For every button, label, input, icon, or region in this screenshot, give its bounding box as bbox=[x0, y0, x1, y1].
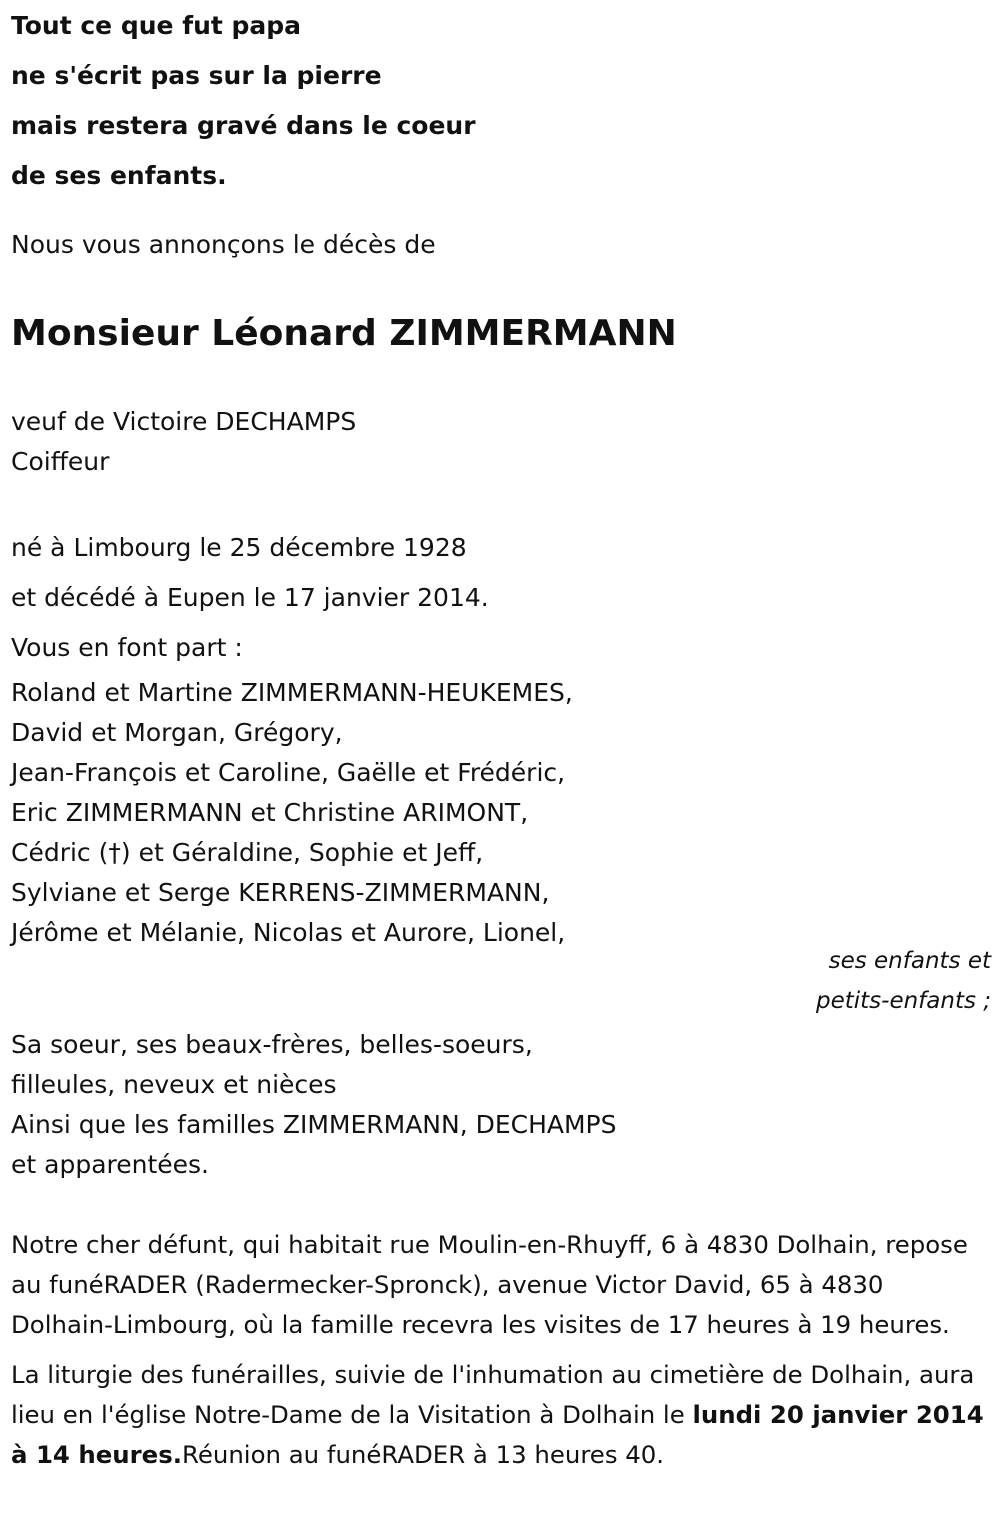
poem-line: mais restera gravé dans le coeur bbox=[11, 111, 476, 140]
poem-line: Tout ce que fut papa bbox=[11, 11, 302, 40]
widower-of: veuf de Victoire DECHAMPS bbox=[11, 407, 357, 436]
signoff-line: petits-enfants ; bbox=[815, 988, 991, 1014]
memorial-poem bbox=[11, 1, 991, 201]
occupation: Coiffeur bbox=[11, 447, 110, 476]
deceased-name: Monsieur Léonard ZIMMERMANN bbox=[11, 313, 677, 354]
relatives-list bbox=[11, 1025, 991, 1185]
intro-line: Vous en font part : bbox=[11, 633, 243, 662]
family-line: David et Morgan, Grégory, bbox=[11, 718, 343, 747]
family-line: Jean-François et Caroline, Gaëlle et Frédéric, bbox=[11, 758, 566, 787]
family-list bbox=[11, 673, 991, 953]
family-line: Roland et Martine ZIMMERMANN-HEUKEMES, bbox=[11, 678, 573, 707]
obituary-notice bbox=[11, 0, 991, 1475]
poem-line: de ses enfants. bbox=[11, 161, 227, 190]
relatives-line: filleules, neveux et nièces bbox=[11, 1070, 337, 1099]
death-line: et décédé à Eupen le 17 janvier 2014. bbox=[11, 583, 489, 612]
poem-line: ne s'écrit pas sur la pierre bbox=[11, 61, 382, 90]
funeral-text: La liturgie des funérailles, suivie de l'inhumation au cimetière de Dolhain, aura lieu en l'église Notre-Dame de la Visitation à Dolhain le bbox=[11, 1360, 975, 1429]
family-line: Jérôme et Mélanie, Nicolas et Aurore, Lionel, bbox=[11, 918, 566, 947]
funeral-date: lundi 20 janvier 2014 à 14 heures. bbox=[11, 1400, 984, 1469]
funeral-paragraph bbox=[11, 1355, 991, 1475]
relatives-line: Sa soeur, ses beaux-frères, belles-soeurs, bbox=[11, 1030, 533, 1059]
birth-line: né à Limbourg le 25 décembre 1928 bbox=[11, 533, 467, 562]
family-line: Cédric (†) et Géraldine, Sophie et Jeff, bbox=[11, 838, 484, 867]
signoff-line: ses enfants et bbox=[828, 948, 991, 974]
family-signoff bbox=[11, 941, 991, 1021]
visitation-paragraph: Notre cher défunt, qui habitait rue Moulin-en-Rhuyff, 6 à 4830 Dolhain, repose au funéRADER (Radermecker-Spronck), avenue Victor David, 65 à 4830 Dolhain-Limbourg, où la famille recevra les visites de 17 heures à 19 heures. bbox=[11, 1230, 968, 1339]
family-line: Eric ZIMMERMANN et Christine ARIMONT, bbox=[11, 798, 529, 827]
relatives-line: et apparentées. bbox=[11, 1150, 209, 1179]
deceased-info bbox=[11, 402, 991, 482]
life-dates bbox=[11, 523, 991, 673]
announcement: Nous vous annonçons le décès de bbox=[11, 230, 436, 259]
funeral-reunion: Réunion au funéRADER à 13 heures 40. bbox=[182, 1440, 665, 1469]
family-line: Sylviane et Serge KERRENS-ZIMMERMANN, bbox=[11, 878, 550, 907]
relatives-line: Ainsi que les familles ZIMMERMANN, DECHAMPS bbox=[11, 1110, 617, 1139]
